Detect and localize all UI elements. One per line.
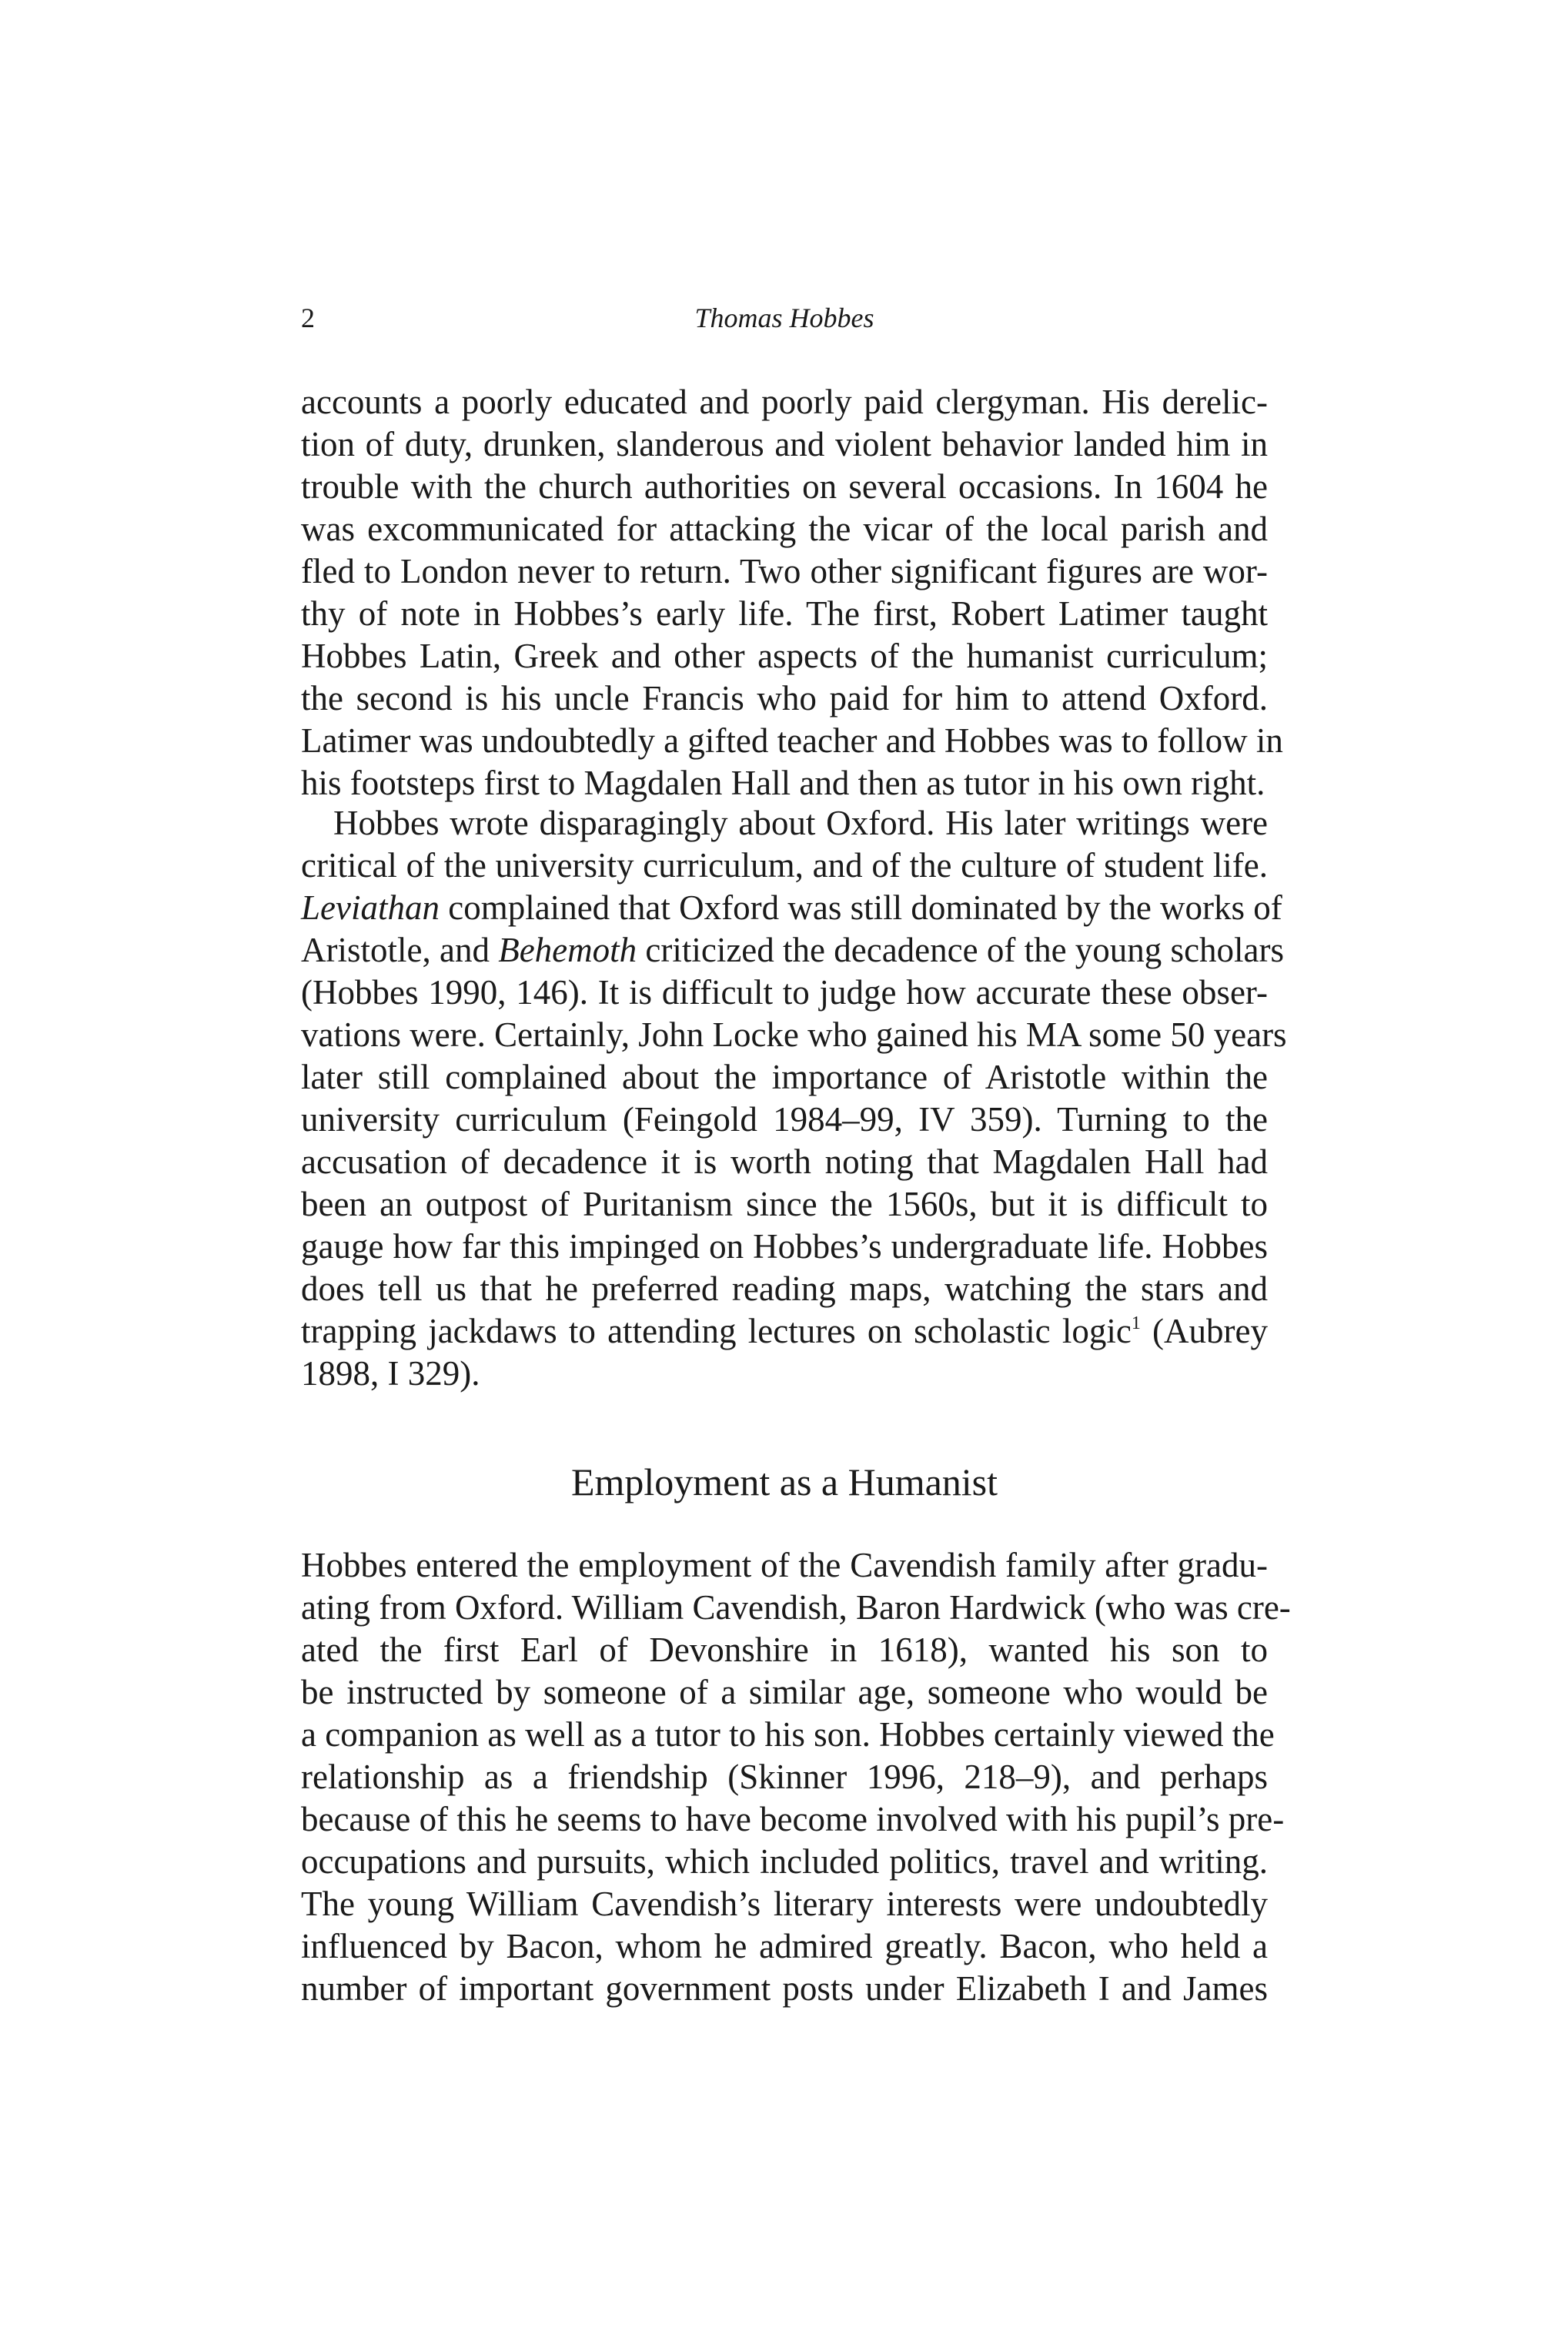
running-head: [301, 295, 1268, 341]
running-title: Thomas Hobbes: [694, 303, 874, 333]
text-run: (Aubrey: [1140, 1312, 1268, 1350]
text-line: be instructed by someone of a similar age, someone who would be: [301, 1673, 1268, 1711]
text-line: 1898, I 329).: [301, 1354, 480, 1393]
text-line: Hobbes entered the employment of the Cavendish family after gradu-: [301, 1546, 1268, 1584]
text-run: complained that Oxford was still dominated by the works of: [439, 888, 1282, 927]
text-line: [301, 1310, 1268, 1353]
text-line: a companion as well as a tutor to his son. Hobbes certainly viewed the: [301, 1715, 1275, 1754]
text-line: (Hobbes 1990, 146). It is difficult to judge how accurate these obser-: [301, 973, 1268, 1012]
paragraph-2: [301, 802, 1287, 1395]
text-line: accusation of decadence it is worth noting that Magdalen Hall had: [301, 1142, 1268, 1181]
text-line: vations were. Certainly, John Locke who gained his MA some 50 years: [301, 1015, 1287, 1054]
text-line: does tell us that he preferred reading maps, watching the stars and: [301, 1269, 1268, 1308]
text-line: because of this he seems to have become involved with his pupil’s pre-: [301, 1800, 1285, 1838]
text-line: occupations and pursuits, which included politics, travel and writing.: [301, 1842, 1268, 1881]
text-line: Hobbes Latin, Greek and other aspects of the humanist curriculum;: [301, 637, 1268, 675]
text-line: ated the first Earl of Devonshire in 1618), wanted his son to: [301, 1631, 1268, 1669]
text-line: trouble with the church authorities on several occasions. In 1604 he: [301, 467, 1268, 506]
paragraph-1: [301, 381, 1283, 804]
text-line: university curriculum (Feingold 1984–99, IV 359). Turning to the: [301, 1100, 1268, 1139]
page-number: 2: [301, 303, 315, 333]
book-title-leviathan: Leviathan: [301, 888, 440, 927]
text-line: relationship as a friendship (Skinner 1996, 218–9), and perhaps: [301, 1758, 1268, 1796]
text-line: been an outpost of Puritanism since the 1560s, but it is difficult to: [301, 1185, 1268, 1223]
text-line: was excommunicated for attacking the vicar of the local parish and: [301, 510, 1268, 548]
text-line: gauge how far this impinged on Hobbes’s undergraduate life. Hobbes: [301, 1227, 1268, 1266]
text-run: criticized the decadence of the young scholars: [637, 931, 1285, 969]
text-line: Latimer was undoubtedly a gifted teacher and Hobbes was to follow in: [301, 721, 1283, 760]
text-run: Aristotle, and: [301, 931, 499, 969]
text-line: tion of duty, drunken, slanderous and violent behavior landed him in: [301, 425, 1268, 463]
text-line: the second is his uncle Francis who paid for him to attend Oxford.: [301, 679, 1268, 717]
text-line: The young William Cavendish’s literary interests were undoubtedly: [301, 1885, 1268, 1923]
footnote-marker: 1: [1131, 1313, 1141, 1333]
text-line: later still complained about the importance of Aristotle within the: [301, 1058, 1268, 1096]
text-line: Hobbes wrote disparagingly about Oxford. His later writings were: [333, 804, 1268, 842]
book-title-behemoth: Behemoth: [498, 931, 637, 969]
text-run: trapping jackdaws to attending lectures on scholastic logic: [301, 1312, 1132, 1350]
paragraph-3: [301, 1544, 1291, 2010]
text-line: influenced by Bacon, whom he admired greatly. Bacon, who held a: [301, 1927, 1268, 1965]
text-line: ating from Oxford. William Cavendish, Baron Hardwick (who was cre-: [301, 1588, 1291, 1627]
text-line: thy of note in Hobbes’s early life. The first, Robert Latimer taught: [301, 594, 1268, 633]
text-line: accounts a poorly educated and poorly paid clergyman. His derelic-: [301, 383, 1268, 421]
text-line: critical of the university curriculum, and of the culture of student life.: [301, 846, 1268, 885]
text-line: [301, 887, 1282, 929]
text-line: fled to London never to return. Two other significant figures are wor-: [301, 552, 1268, 590]
text-line: [301, 929, 1285, 972]
text-line: his footsteps first to Magdalen Hall and then as tutor in his own right.: [301, 764, 1265, 802]
text-line: number of important government posts under Elizabeth I and James: [301, 1969, 1268, 2008]
section-heading: Employment as a Humanist: [570, 1460, 998, 1503]
